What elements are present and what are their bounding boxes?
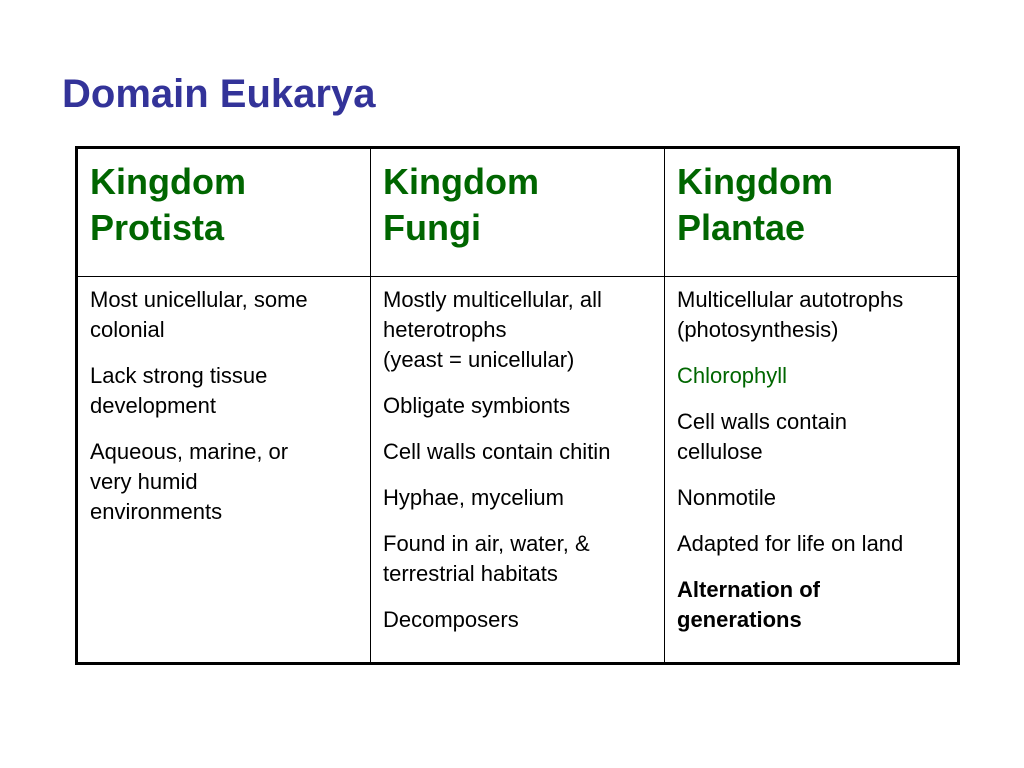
- cell-item: Hyphae, mycelium: [383, 485, 564, 510]
- cell-item: Nonmotile: [677, 485, 777, 510]
- cell-protista: [77, 277, 371, 664]
- header-line: Plantae: [677, 207, 806, 248]
- cell-item-highlight: Chlorophyll: [677, 363, 788, 388]
- cell-plantae: [665, 277, 959, 664]
- header-line: Kingdom: [677, 161, 833, 202]
- header-plantae: [665, 148, 959, 277]
- cell-item: Adapted for life on land: [677, 531, 904, 556]
- header-line: Protista: [90, 207, 225, 248]
- cell-item: Found in air, water, & terrestrial habitats: [383, 531, 590, 586]
- cell-item: Multicellular autotrophs (photosynthesis): [677, 287, 904, 342]
- header-protista: [77, 148, 371, 277]
- header-line: Kingdom: [383, 161, 539, 202]
- cell-item: Lack strong tissue development: [90, 363, 268, 418]
- cell-item: Cell walls contain cellulose: [677, 409, 847, 464]
- header-line: Fungi: [383, 207, 481, 248]
- kingdom-comparison-table: [75, 146, 960, 665]
- cell-item: Obligate symbionts: [383, 393, 571, 418]
- slide-title: Domain Eukarya: [62, 72, 376, 116]
- cell-item-emphasis: Alternation of generations: [677, 577, 820, 632]
- cell-item: Decomposers: [383, 607, 519, 632]
- cell-item: Aqueous, marine, or very humid environments: [90, 439, 289, 524]
- cell-item: Mostly multicellular, all heterotrophs (yeast = unicellular): [383, 287, 602, 372]
- table-header-row: [77, 148, 959, 277]
- cell-item: Most unicellular, some colonial: [90, 287, 308, 342]
- cell-fungi: [371, 277, 665, 664]
- table-body-row: [77, 277, 959, 664]
- cell-item: Cell walls contain chitin: [383, 439, 611, 464]
- header-line: Kingdom: [90, 161, 246, 202]
- header-fungi: [371, 148, 665, 277]
